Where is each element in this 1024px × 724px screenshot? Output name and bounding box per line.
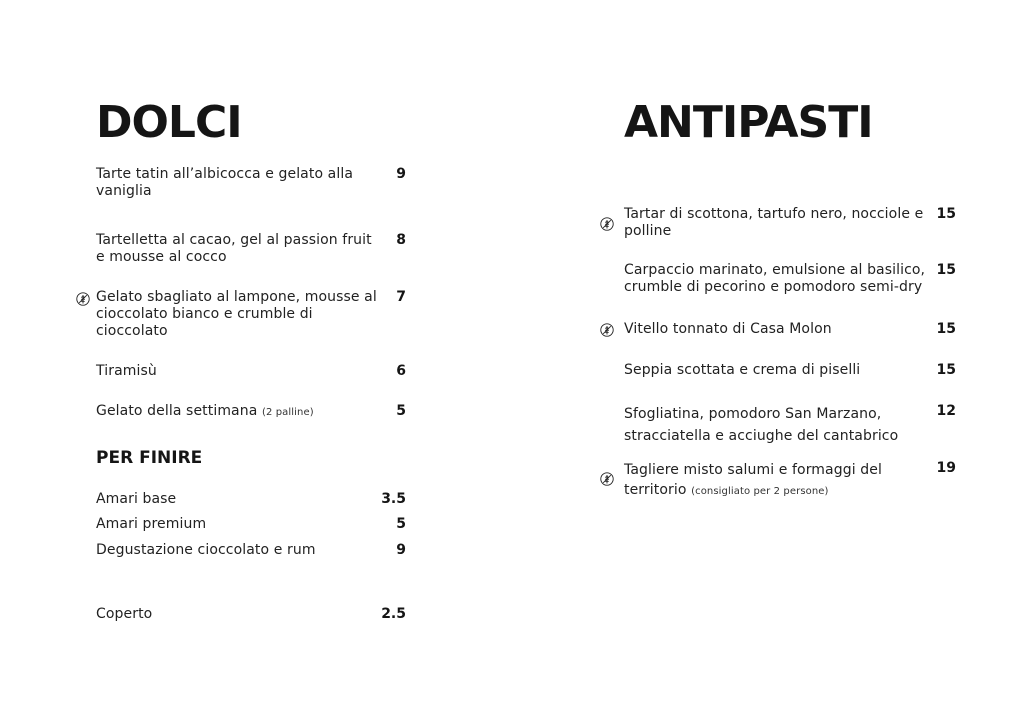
item-note: (consigliato per 2 persone) xyxy=(691,486,829,497)
item-name: Tarte tatin all’albicocca e gelato alla vaniglia xyxy=(96,166,354,199)
item-price: 15 xyxy=(936,262,956,278)
item-name: Gelato sbagliato al lampone, mousse al cioccolato bianco e crumble di cioccolato xyxy=(96,289,377,339)
item-name: Tartar di scottona, tartufo nero, nocciole e polline xyxy=(624,206,924,239)
item-name: Coperto xyxy=(96,606,153,622)
per-finire-title: PER FINIRE xyxy=(96,448,203,468)
item-name: Gelato della settimana xyxy=(96,403,258,419)
item-price: 5 xyxy=(396,403,406,419)
item-name: Tagliere misto salumi e formaggi del territorio xyxy=(624,462,882,498)
item-price: 6 xyxy=(396,363,406,379)
wheat-icon xyxy=(600,217,614,231)
item-price: 15 xyxy=(936,321,956,337)
item-price: 9 xyxy=(396,542,406,558)
item-note: (2 palline) xyxy=(261,407,314,418)
wheat-icon xyxy=(76,292,90,306)
dolci-title: DOLCI xyxy=(96,97,242,148)
item-price: 15 xyxy=(936,206,956,222)
item-name: Degustazione cioccolato e rum xyxy=(96,542,316,558)
item-name: Sfogliatina, pomodoro San Marzano, stracciatella e acciughe del cantabrico xyxy=(624,406,899,444)
item-name: Tiramisù xyxy=(96,363,157,379)
item-price: 3.5 xyxy=(381,491,406,507)
wheat-icon xyxy=(600,323,614,337)
item-name: Amari premium xyxy=(96,516,207,532)
item-name: Vitello tonnato di Casa Molon xyxy=(624,321,832,337)
wheat-icon xyxy=(600,472,614,486)
item-price: 15 xyxy=(936,362,956,378)
item-price: 5 xyxy=(396,516,406,532)
item-price: 7 xyxy=(396,289,406,305)
item-price: 12 xyxy=(936,403,956,419)
antipasti-title: ANTIPASTI xyxy=(624,97,873,148)
item-price: 19 xyxy=(936,460,956,476)
item-price: 2.5 xyxy=(381,606,406,622)
item-name: Tartelletta al cacao, gel al passion fruit e mousse al cocco xyxy=(96,232,372,265)
item-name: Seppia scottata e crema di piselli xyxy=(624,362,861,378)
item-name: Carpaccio marinato, emulsione al basilico, crumble di pecorino e pomodoro semi-dry xyxy=(624,262,926,295)
item-price: 9 xyxy=(396,166,406,182)
item-price: 8 xyxy=(396,232,406,248)
item-name: Amari base xyxy=(96,491,177,507)
